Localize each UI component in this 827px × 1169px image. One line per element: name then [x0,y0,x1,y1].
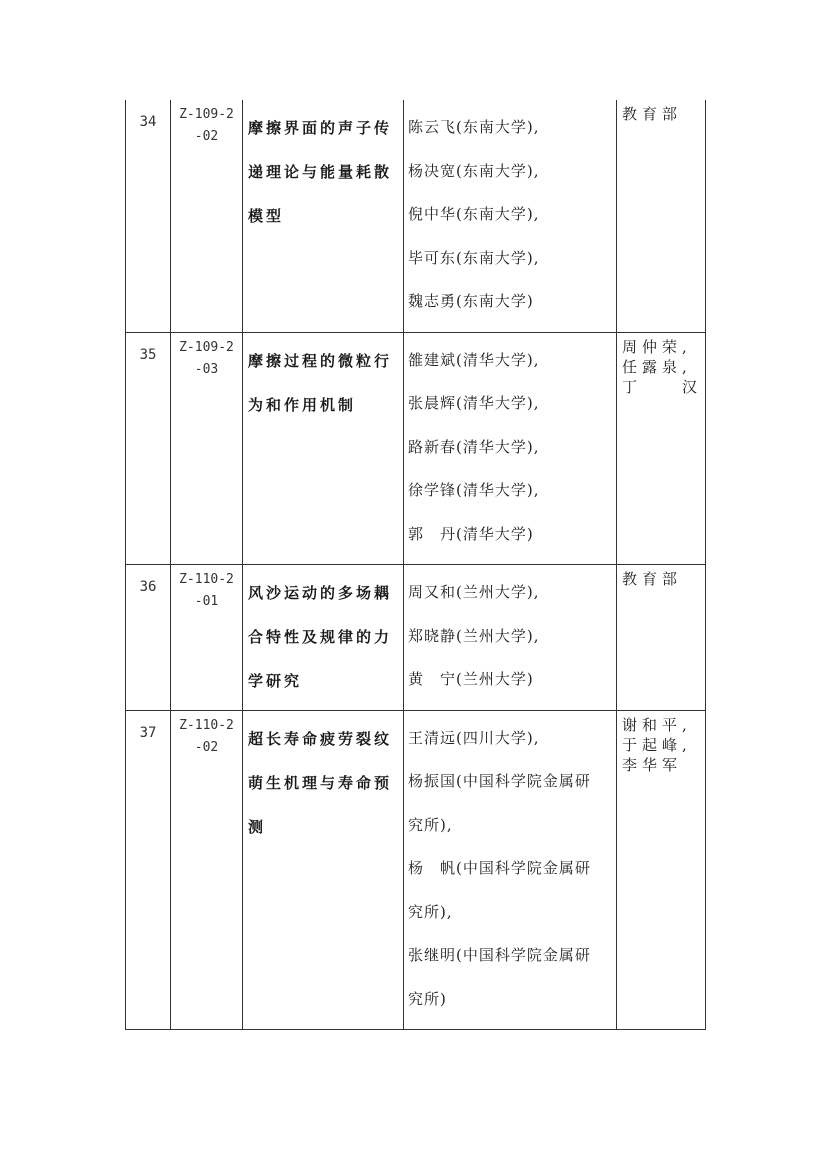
completer-line: 倪中华(东南大学), [408,205,540,223]
completer-line: 周又和(兰州大学), [408,583,540,601]
project-code [171,565,243,711]
project-code-line: -01 [194,594,219,609]
table-row [126,332,706,565]
project-title [243,565,404,711]
awards-table [125,100,706,1030]
table-row [126,565,706,711]
project-code-line: Z-109-2 [179,107,234,122]
completer-line: 徐学锋(清华大学), [408,481,540,499]
row-number: 37 [126,710,171,1030]
row-number: 35 [126,332,171,565]
nominator-line: 教育部 [622,570,683,588]
project-title [243,710,404,1030]
project-title [243,100,404,332]
project-title-line: 超长寿命疲劳裂纹 [248,729,393,748]
nominator [617,332,706,565]
completer-line: 黄 宁(兰州大学) [408,670,534,688]
nominator-line: 周仲荣, [622,337,692,356]
project-title-line: 递理论与能量耗散 [248,163,393,181]
project-title-line: 学研究 [248,672,303,690]
completers [404,100,617,332]
completers [404,565,617,711]
row-number: 34 [126,100,171,332]
completer-line: 张晨辉(清华大学), [408,394,540,412]
project-code [171,100,243,332]
project-title-line: 摩擦界面的声子传 [248,119,393,137]
nominator-line: 丁 汉 [622,377,697,396]
project-title-line: 模型 [248,207,285,225]
project-code-line: -03 [194,361,219,377]
completer-line: 魏志勇(东南大学) [408,292,534,310]
completer-line: 王清远(四川大学), [408,728,540,747]
project-code-line: Z-110-2 [179,572,234,587]
project-title-line: 测 [248,817,267,836]
project-code-line: Z-109-2 [179,339,234,355]
table-row [126,100,706,332]
project-title [243,332,404,565]
project-code-line: -02 [194,739,219,755]
completer-line: 究所), [408,815,453,834]
nominator [617,100,706,332]
row-number: 36 [126,565,171,711]
completer-line: 郑晓静(兰州大学), [408,626,540,645]
completer-line: 杨决宽(东南大学), [408,161,540,180]
completer-line: 究所) [408,989,447,1008]
nominator-line: 李华军 [622,755,683,774]
completer-line: 究所), [408,902,453,921]
table-row [126,710,706,1030]
completer-line: 毕可东(东南大学), [408,248,540,267]
project-title-line: 摩擦过程的微粒行 [248,351,393,370]
nominator [617,710,706,1030]
project-code-line: -02 [194,129,219,144]
nominator-line: 教育部 [622,105,683,123]
completer-line: 杨振国(中国科学院金属研 [408,772,591,790]
completer-line: 张继明(中国科学院金属研 [408,946,591,964]
nominator-line: 于起峰, [622,735,692,754]
completers [404,332,617,565]
completer-line: 陈云飞(东南大学), [408,118,540,136]
project-title-line: 为和作用机制 [248,395,357,414]
nominator-line: 谢和平, [622,715,692,734]
project-code-line: Z-110-2 [179,717,234,733]
nominator [617,565,706,711]
project-code [171,332,243,565]
project-title-line: 风沙运动的多场耦 [248,584,393,602]
completer-line: 郭 丹(清华大学) [408,524,534,543]
project-code [171,710,243,1030]
completer-line: 杨 帆(中国科学院金属研 [408,859,591,877]
completer-line: 路新春(清华大学), [408,437,540,456]
project-title-line: 萌生机理与寿命预 [248,773,393,792]
completers [404,710,617,1030]
project-title-line: 合特性及规律的力 [248,628,393,646]
completer-line: 雒建斌(清华大学), [408,350,540,369]
nominator-line: 任露泉, [622,357,692,376]
